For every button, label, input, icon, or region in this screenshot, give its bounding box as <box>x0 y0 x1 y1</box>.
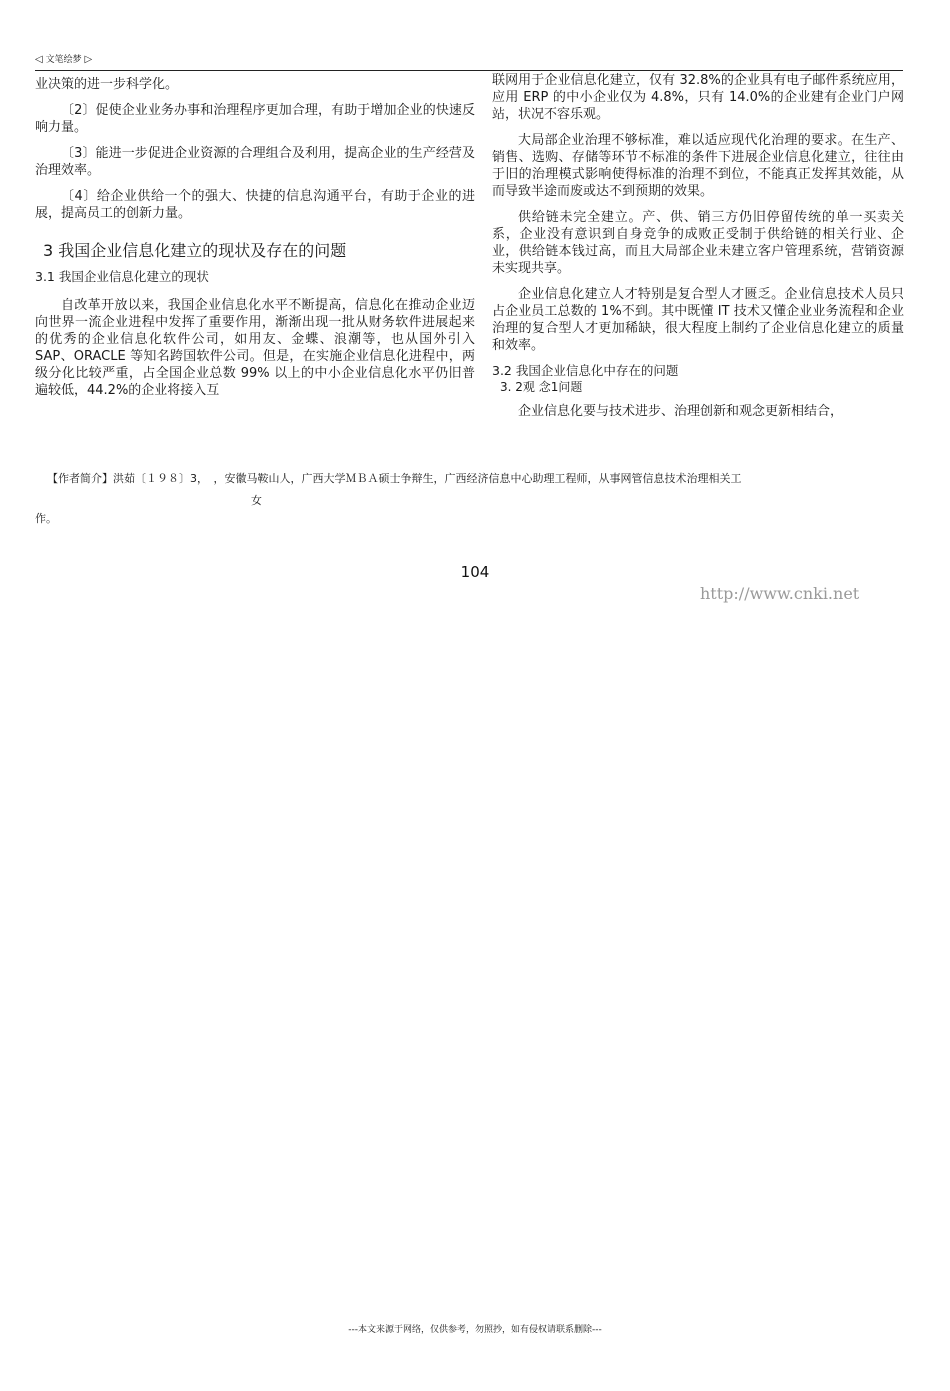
running-header <box>35 52 903 71</box>
paragraph: 供给链未完全建立。产、供、销三方仍旧停留传统的单一买卖关系，企业没有意识到自身竞争的成败正受制于供给链的相关行业、企业，供给链本钱过高，而且大局部企业未建立客户管理系统，营销资源未实现共享。 <box>492 210 904 276</box>
page-number: 104 <box>460 563 490 581</box>
paragraph: 〔3〕能进一步促进企业资源的合理组合及利用，提高企业的生产经营及治理效率。 <box>35 146 475 178</box>
paragraph: 大局部企业治理不够标准，难以适应现代化治理的要求。在生产、销售、选购、存储等环节不标准的条件下进展企业信息化建立，往往由于旧的治理模式影响使得标准的治理不到位，不能真正发挥其效能，从而导致半途而废或达不到预期的效果。 <box>492 133 904 199</box>
page-footer: ---本文来源于网络，仅供参考，勿照抄，如有侵权请联系删除--- <box>348 1325 602 1335</box>
paragraph: 联网用于企业信息化建立，仅有 32.8%的企业具有电子邮件系统应用，应用 ERP 的中小企业仅为 4.8%，只有 14.0%的企业建有企业门户网站，状况不容乐观。 <box>492 73 904 122</box>
subsubsection-heading: 3. 2观 念1问题 <box>500 380 583 394</box>
author-label: 【作者简介】 <box>47 472 113 485</box>
subsection-heading: 3.2 我国企业信息化中存在的问题 <box>492 363 679 378</box>
left-column <box>35 76 475 408</box>
paragraph: 企业信息化建立人才特别是复合型人才匮乏。企业信息技术人员只占企业员工总数的 1%不到。其中既懂 IT 技术又懂企业业务流程和企业治理的复合型人才更加稀缺，很大程度上制约了企业信息化建立的质量和效率。 <box>492 287 904 353</box>
section-heading: 3 我国企业信息化建立的现状及存在的问题 <box>43 241 347 260</box>
author-text-tail: 作。 <box>35 512 57 525</box>
right-triangle-icon: ▷ <box>84 54 93 65</box>
watermark: http://www.cnki.net <box>700 584 860 603</box>
paragraph: 〔4〕给企业供给一个的强大、快捷的信息沟通平台，有助于企业的进展，提高员工的创新力量。 <box>35 189 475 221</box>
right-column <box>492 72 904 429</box>
author-note <box>35 470 905 525</box>
header-title: 文笔绘梦 <box>45 55 82 65</box>
author-note-char: 女 <box>251 494 262 507</box>
paragraph: 〔2〕促使企业业务办事和治理程序更加合理，有助于增加企业的快速反响力量。 <box>35 103 475 135</box>
paragraph: 业决策的进一步科学化。 <box>35 77 179 92</box>
subsection-heading: 3.1 我国企业信息化建立的现状 <box>35 269 209 284</box>
paragraph: 企业信息化要与技术进步、治理创新和观念更新相结合， <box>518 404 844 419</box>
paragraph: 自改革开放以来，我国企业信息化水平不断提高，信息化在推动企业迈向世界一流企业进程中发挥了重要作用，渐渐出现一批从财务软件进展起来的优秀的企业信息化软件公司，如用友、金蝶、浪潮等，也从国外引入 SAP、ORACLE 等知名跨国软件公司。但是，在实施企业信息化进程中，两级分化比较严重，占全国企业总数 99% 以上的中小企业信息化水平仍旧普遍较低，44.2%的企业将接入互 <box>35 298 475 398</box>
author-text: 洪茹〔１９８〕3， ，安徽马鞍山人，广西大学ＭＢＡ硕士争辩生，广西经济信息中心助理工程师，从事网管信息技术治理相关工 <box>113 472 742 485</box>
left-triangle-icon: ◁ <box>35 54 43 65</box>
